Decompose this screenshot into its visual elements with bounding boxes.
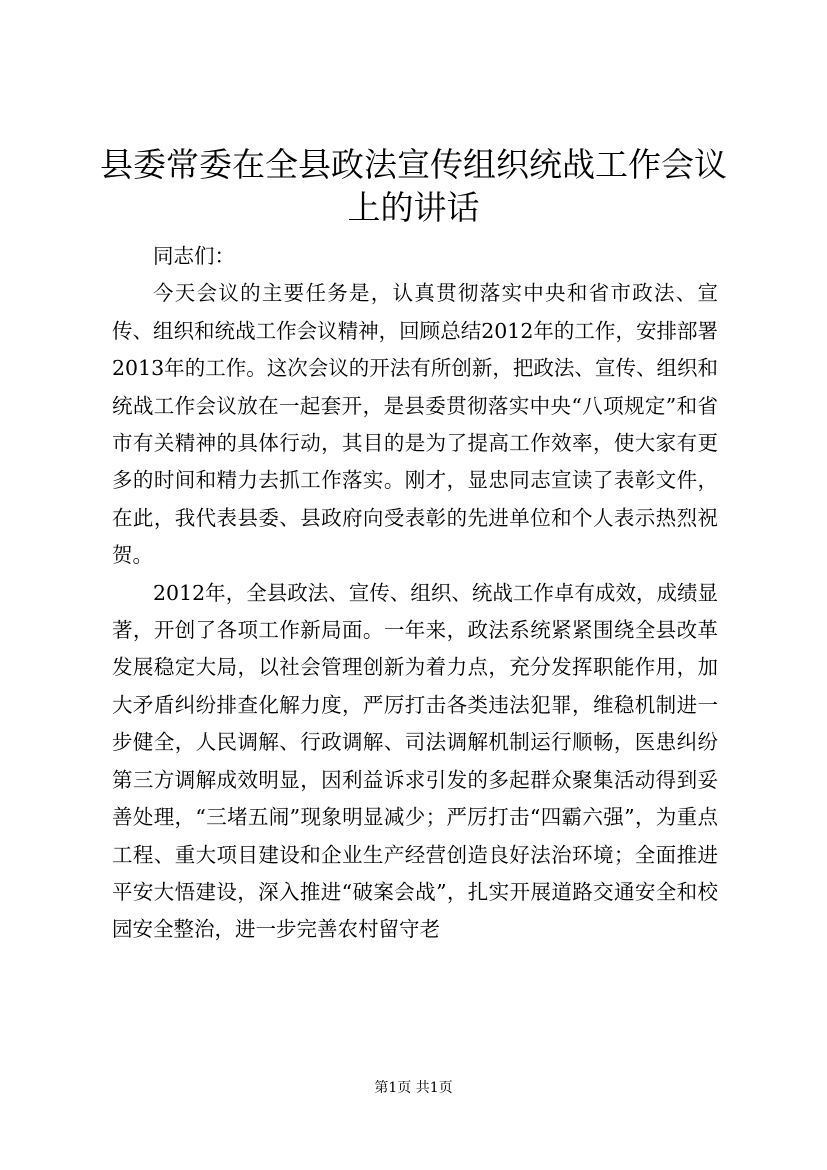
document-body (112, 238, 718, 949)
document-title: 县委常委在全县政法宣传组织统战工作会议上的讲话 (100, 145, 727, 227)
page-footer: 第1页 共1页 (374, 1080, 453, 1096)
salutation: 同志们： (153, 244, 235, 268)
paragraph-1: 今天会议的主要任务是，认真贯彻落实中央和省市政法、宣传、组织和统战工作会议精神，回顾总结2012年的工作，安排部署2013年的工作。这次会议的开法有所创新，把政法、宣传、组织和统战工作会议放在一起套开，是县委贯彻落实中央“八项规定”和省市有关精神的具体行动，其目的是为了提高工作效率，使大家有更多的时间和精力去抓工作落实。刚才，显忠同志宣读了表彰文件，在此，我代表县委、县政府向受表彰的先进单位和个人表示热烈祝贺。 (112, 281, 718, 568)
paragraph-2: 2012年，全县政法、宣传、组织、统战工作卓有成效，成绩显著，开创了各项工作新局面。一年来，政法系统紧紧围绕全县改革发展稳定大局，以社会管理创新为着力点，充分发挥职能作用，加大矛盾纠纷排查化解力度，严厉打击各类违法犯罪，维稳机制进一步健全，人民调解、行政调解、司法调解机制运行顺畅，医患纠纷第三方调解成效明显，因利益诉求引发的多起群众聚集活动得到妥善处理，“三堵五闹”现象明显减少；严厉打击“四霸六强”，为重点工程、重大项目建设和企业生产经营创造良好法治环境；全面推进平安大悟建设，深入推进“破案会战”，扎实开展道路交通安全和校园安全整治，进一步完善农村留守老 (112, 580, 718, 942)
